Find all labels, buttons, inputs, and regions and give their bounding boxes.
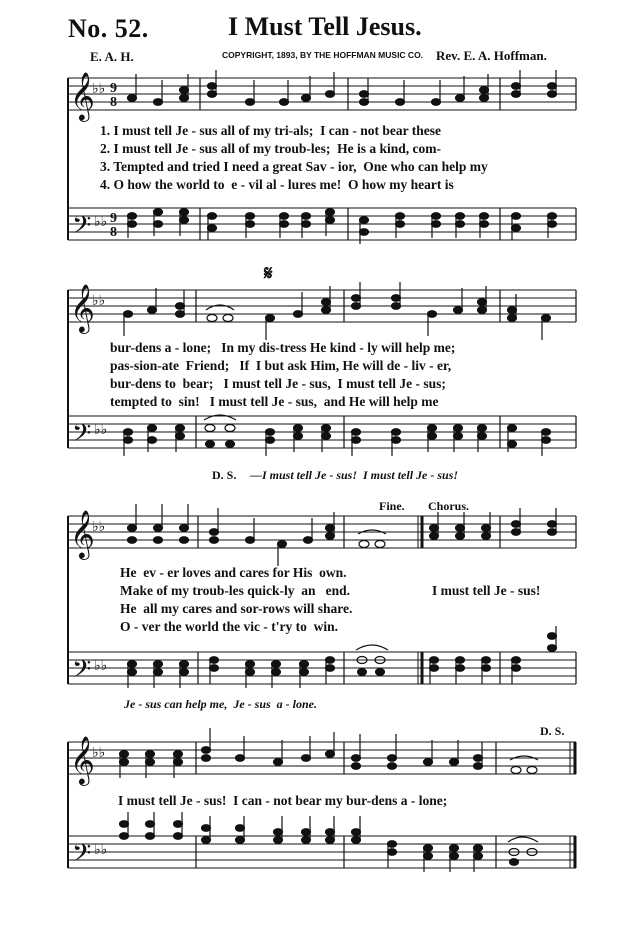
svg-text:9: 9 [110,211,117,226]
verse-line-3: 3. Tempted and tried I need a great Sav - ior, One who can help my [100,159,488,174]
verse-line-3: He all my cares and sor-rows will share. [120,601,353,616]
verse-line-2: 2. I must tell Je - sus all of my troub-les; He is a kind, com- [100,141,441,156]
system-1 [68,70,576,246]
chorus-marking: Chorus. [428,499,470,513]
svg-text:8: 8 [110,225,117,240]
verse-line-4: O - ver the world the vic - t'ry to win. [120,619,338,634]
chorus-lyric-line: I must tell Je - sus! I can - not bear my bur-dens a - lone; [118,793,448,808]
svg-text:𝄢: 𝄢 [72,655,92,690]
svg-text:9: 9 [110,81,117,96]
svg-text:♭♭: ♭♭ [94,423,108,438]
hymn-title: I Must Tell Jesus. [228,12,422,41]
svg-text:𝄢: 𝄢 [72,839,92,874]
lyricist-initials: E. A. H. [90,49,134,64]
verse-line-4: tempted to sin! I must tell Je - sus, and He will help me [110,394,439,409]
composer-name: Rev. E. A. Hoffman. [436,48,547,63]
svg-text:♭♭: ♭♭ [92,82,106,97]
svg-text:𝄞: 𝄞 [70,283,95,332]
svg-text:♭♭: ♭♭ [94,659,108,674]
verse-line-2: pas-sion-ate Friend; If I but ask Him, He will de - liv - er, [110,358,452,373]
verse-line-1: bur-dens a - lone; In my dis-tress He kind - ly will help me; [110,340,456,355]
ds-marking: D. S. [540,724,565,738]
svg-text:𝄞: 𝄞 [70,735,95,784]
fine-marking: Fine. [379,499,405,513]
ds-label: D. S. [212,468,237,482]
svg-text:𝄢: 𝄢 [72,211,92,246]
svg-text:8: 8 [110,95,117,110]
svg-text:♭♭: ♭♭ [94,215,108,230]
svg-text:𝄞: 𝄞 [70,71,95,120]
verse-line-3: bur-dens to bear; I must tell Je - sus, I must tell Je - sus; [110,376,446,391]
bass-lyric: Je - sus can help me, Je - sus a - lone. [124,697,317,711]
svg-text:𝄞: 𝄞 [70,509,95,558]
ds-refrain-text: —I must tell Je - sus! I must tell Je - sus! [250,468,459,482]
segno-sign: 𝄋 [264,263,273,285]
copyright-notice: COPYRIGHT, 1893, BY THE HOFFMAN MUSIC CO. [222,50,424,60]
svg-text:𝄢: 𝄢 [72,419,92,454]
verse-line-1: 1. I must tell Je - sus all of my tri-als; I can - not bear these [100,123,441,138]
hymn-number: No. 52. [68,14,149,43]
verse-line-2: Make of my troub-les quick-ly an end. [120,583,351,598]
svg-text:♭♭: ♭♭ [92,294,106,309]
verse-line-1: He ev - er loves and cares for His own. [120,565,347,580]
svg-text:♭♭: ♭♭ [92,746,106,761]
svg-text:♭♭: ♭♭ [92,520,106,535]
svg-text:♭♭: ♭♭ [94,843,108,858]
verse-line-4: 4. O how the world to e - vil al - lures me! O how my heart is [100,177,454,192]
chorus-lyric: I must tell Je - sus! [432,583,541,598]
